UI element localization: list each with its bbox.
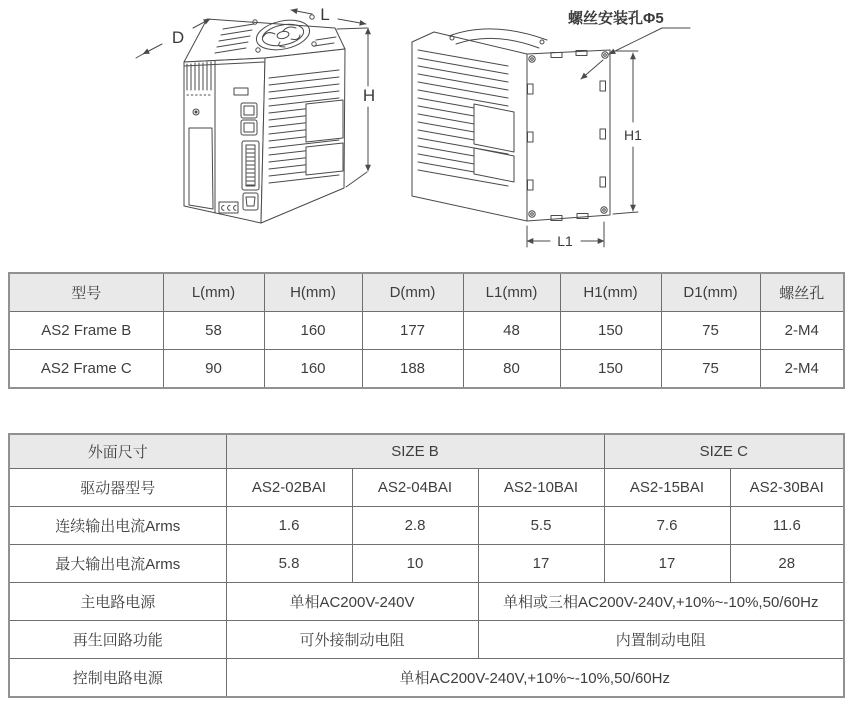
- table-cell: 10: [352, 545, 478, 583]
- table-cell: AS2-10BAI: [478, 469, 604, 507]
- table-cell: 可外接制动电阻: [226, 621, 478, 659]
- spec-row-regen: [9, 621, 844, 659]
- dim-header-l1: L1(mm): [463, 273, 560, 312]
- spec-header-size-c: SIZE C: [604, 434, 844, 469]
- dim-header-d: D(mm): [362, 273, 463, 312]
- table-cell: 177: [362, 312, 463, 350]
- heatsink-fins: [187, 62, 211, 90]
- rear-sticker: [474, 104, 514, 152]
- dim-header-screw: 螺丝孔: [760, 273, 844, 312]
- table-cell: 1.6: [226, 507, 352, 545]
- table-cell: 内置制动电阻: [478, 621, 844, 659]
- dim-label-l1: L1: [557, 233, 573, 249]
- table-cell: 11.6: [730, 507, 844, 545]
- table-cell: 150: [560, 312, 661, 350]
- table-cell: 160: [264, 350, 362, 389]
- row-label: 连续输出电流Arms: [9, 507, 226, 545]
- dim-table-header-row: [9, 273, 844, 312]
- spec-table: [8, 433, 845, 698]
- table-cell: 5.5: [478, 507, 604, 545]
- spec-header-size-b: SIZE B: [226, 434, 604, 469]
- table-cell: 7.6: [604, 507, 730, 545]
- table-cell: AS2-04BAI: [352, 469, 478, 507]
- table-cell: 5.8: [226, 545, 352, 583]
- table-cell: 28: [730, 545, 844, 583]
- table-cell: AS2-02BAI: [226, 469, 352, 507]
- table-cell: 2.8: [352, 507, 478, 545]
- table-cell: 48: [463, 312, 560, 350]
- table-cell: 单相或三相AC200V-240V,+10%~-10%,50/60Hz: [478, 583, 844, 621]
- table-cell: 160: [264, 312, 362, 350]
- spec-row-main-power: [9, 583, 844, 621]
- side-sticker: [306, 143, 343, 175]
- row-label: 最大输出电流Arms: [9, 545, 226, 583]
- spec-header-dimensions: 外面尺寸: [9, 434, 226, 469]
- spec-row-control-power: [9, 659, 844, 698]
- row-label: 再生回路功能: [9, 621, 226, 659]
- dim-header-d1: D1(mm): [661, 273, 760, 312]
- dim-header-l: L(mm): [163, 273, 264, 312]
- row-label: 驱动器型号: [9, 469, 226, 507]
- dim-header-h1: H1(mm): [560, 273, 661, 312]
- table-cell: 17: [604, 545, 730, 583]
- table-cell: 单相AC200V-240V: [226, 583, 478, 621]
- table-cell: 58: [163, 312, 264, 350]
- table-cell: 单相AC200V-240V,+10%~-10%,50/60Hz: [226, 659, 844, 698]
- table-cell: 2-M4: [760, 312, 844, 350]
- spec-table-header-row: [9, 434, 844, 469]
- table-cell: 188: [362, 350, 463, 389]
- dim-table-row-frame-b: [9, 312, 844, 350]
- dim-label-h: H: [362, 86, 376, 105]
- table-cell: 2-M4: [760, 350, 844, 389]
- dim-table-row-frame-c: [9, 350, 844, 389]
- rear-isometric-drawing: [412, 9, 690, 249]
- dimension-drawings: [0, 0, 850, 268]
- table-cell: 75: [661, 350, 760, 389]
- table-cell: 150: [560, 350, 661, 389]
- dim-label-l: L: [320, 5, 330, 24]
- dim-header-model: 型号: [9, 273, 163, 312]
- spec-row-max-current: [9, 545, 844, 583]
- table-cell: AS2 Frame B: [9, 312, 163, 350]
- side-sticker: [306, 100, 343, 142]
- spec-row-model: [9, 469, 844, 507]
- table-cell: 80: [463, 350, 560, 389]
- screw-hole-label: 螺丝安装孔Φ5: [568, 10, 664, 27]
- dim-label-d: D: [171, 28, 185, 47]
- row-label: 控制电路电源: [9, 659, 226, 698]
- dim-label-h1: H1: [624, 127, 642, 143]
- table-cell: 75: [661, 312, 760, 350]
- table-cell: AS2-15BAI: [604, 469, 730, 507]
- table-cell: AS2 Frame C: [9, 350, 163, 389]
- front-isometric-drawing: [136, 5, 375, 223]
- table-cell: AS2-30BAI: [730, 469, 844, 507]
- dim-header-h: H(mm): [264, 273, 362, 312]
- table-cell: 90: [163, 350, 264, 389]
- table-cell: 17: [478, 545, 604, 583]
- spec-row-continuous-current: [9, 507, 844, 545]
- mounting-panel: [527, 50, 610, 221]
- row-label: 主电路电源: [9, 583, 226, 621]
- dimension-table: [8, 272, 845, 389]
